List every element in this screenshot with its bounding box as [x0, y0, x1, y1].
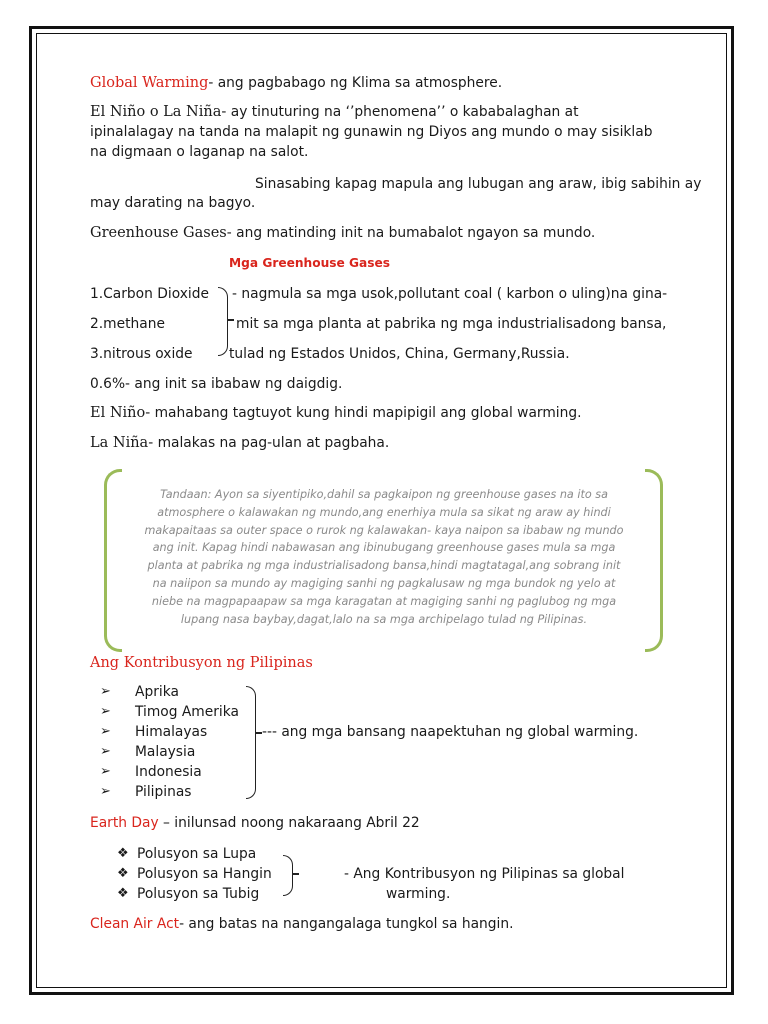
- elnino-line-2: ipinalalagay na tanda na malapit ng gunawin ng Diyos ang mundo o may sisiklab: [90, 124, 653, 140]
- gas-item: 2.methane: [90, 316, 165, 332]
- elnino-line-3: na digmaan o laganap na salot.: [90, 144, 309, 160]
- tandaan-line: na naiipon sa mundo ay magiging sanhi ng pagkalusaw ng mga bundok ng yelo at: [152, 576, 616, 590]
- diamond-bullet-icon: ❖: [117, 866, 129, 881]
- polusyon-desc-line-2: warming.: [386, 886, 451, 902]
- diamond-bullet-icon: ❖: [117, 886, 129, 901]
- tandaan-line: atmosphere o kalawakan ng mundo,ang enerhiya mula sa sikat ng araw ay hindi: [157, 505, 611, 519]
- earth-day-definition: – inilunsad noong nakaraang Abril 22: [158, 815, 420, 831]
- tandaan-note: [120, 486, 648, 628]
- country-item: Pilipinas: [135, 784, 192, 800]
- polusyon-brace-tip: [293, 873, 299, 875]
- kontribusyon-heading: Ang Kontribusyon ng Pilipinas: [90, 655, 313, 671]
- greenhouse-gases-definition: - ang matinding init na bumabalot ngayon sa mundo.: [226, 225, 596, 241]
- sinasabing-line-2: may darating na bagyo.: [90, 195, 256, 211]
- clean-air-act-definition: - ang batas na nangangalaga tungkol sa hangin.: [179, 916, 514, 932]
- arrow-bullet-icon: ➢: [100, 784, 111, 799]
- clean-air-act-line: [90, 914, 514, 934]
- clean-air-act-term: Clean Air Act: [90, 916, 180, 932]
- country-item: Aprika: [135, 684, 179, 700]
- arrow-bullet-icon: ➢: [100, 764, 111, 779]
- elnino-lanina-line: [90, 102, 579, 122]
- greenhouse-gases-heading: Mga Greenhouse Gases: [229, 256, 391, 270]
- countries-brace-bottom: [246, 732, 256, 799]
- polusyon-desc-line-1: - Ang Kontribusyon ng Pilipinas sa global: [344, 866, 625, 882]
- tandaan-line: makapaitaas sa outer space o rurok ng kalawakan- kaya naipon sa ibabaw ng mundo: [144, 523, 624, 537]
- lanina-definition-line: [90, 433, 389, 453]
- elnino-definition-line: [90, 403, 582, 423]
- country-item: Himalayas: [135, 724, 208, 740]
- tandaan-line: Tandaan: Ayon sa siyentipiko,dahil sa pagkaipon ng greenhouse gases na ito sa: [160, 488, 608, 501]
- arrow-bullet-icon: ➢: [100, 744, 111, 759]
- percent-line: 0.6%- ang init sa ibabaw ng daigdig.: [90, 376, 343, 392]
- greenhouse-gases-line: [90, 223, 595, 243]
- elnino-definition: - mahabang tagtuyot kung hindi mapipigil ang global warming.: [145, 405, 582, 421]
- gas-item: 3.nitrous oxide: [90, 346, 193, 362]
- tandaan-line: niebe na magpapaapaw sa mga karagatan at magiging sanhi ng paglubog ng mga: [151, 594, 617, 608]
- countries-description: --- ang mga bansang naapektuhan ng global warming.: [262, 724, 639, 740]
- country-item: Malaysia: [135, 744, 196, 760]
- polusyon-item: Polusyon sa Hangin: [137, 866, 272, 882]
- polusyon-item: Polusyon sa Tubig: [137, 886, 260, 902]
- gases-brace-tip: [228, 319, 234, 321]
- countries-brace-top: [246, 686, 256, 733]
- global-warming-definition: - ang pagbabago ng Klima sa atmosphere.: [208, 75, 503, 91]
- earth-day-term: Earth Day: [90, 815, 159, 831]
- tandaan-line: lupang nasa baybay,dagat,lalo na sa mga archipelago tulad ng Pilipinas.: [180, 612, 588, 626]
- gases-desc-line-2: mit sa mga planta at pabrika ng mga industrialisadong bansa,: [236, 316, 667, 332]
- arrow-bullet-icon: ➢: [100, 704, 111, 719]
- elnino-lanina-term: El Niño o La Niña: [90, 104, 222, 120]
- gas-item: 1.Carbon Dioxide: [90, 286, 209, 302]
- global-warming-term: Global Warming: [90, 75, 209, 91]
- arrow-bullet-icon: ➢: [100, 684, 111, 699]
- country-item: Timog Amerika: [135, 704, 239, 720]
- elnino-lanina-definition: - ay tinuturing na ‘’phenomena’’ o kababalaghan at: [221, 104, 579, 120]
- earth-day-line: [90, 813, 420, 833]
- elnino-term: El Niño: [90, 405, 146, 421]
- global-warming-line: [90, 73, 502, 93]
- greenhouse-gases-term: Greenhouse Gases: [90, 225, 227, 241]
- country-item: Indonesia: [135, 764, 202, 780]
- gases-brace-bottom: [218, 319, 228, 356]
- diamond-bullet-icon: ❖: [117, 846, 129, 861]
- lanina-term: La Niña: [90, 435, 149, 451]
- gases-brace-top: [218, 287, 228, 320]
- tandaan-line: ang init. Kapag hindi nabawasan ang ibinubugang greenhouse gases mula sa mga: [152, 541, 616, 555]
- gases-desc-line-3: tulad ng Estados Unidos, China, Germany,Russia.: [229, 346, 570, 362]
- sinasabing-line-1: Sinasabing kapag mapula ang lubugan ang araw, ibig sabihin ay: [255, 176, 702, 192]
- lanina-definition: - malakas na pag-ulan at pagbaha.: [148, 435, 390, 451]
- arrow-bullet-icon: ➢: [100, 724, 111, 739]
- polusyon-item: Polusyon sa Lupa: [137, 846, 257, 862]
- gases-desc-line-1: - nagmula sa mga usok,pollutant coal ( karbon o uling)na gina-: [232, 286, 668, 302]
- tandaan-line: planta at pabrika ng mga industrialisadong bansa,hindi magtatagal,ang sobrang init: [147, 559, 621, 573]
